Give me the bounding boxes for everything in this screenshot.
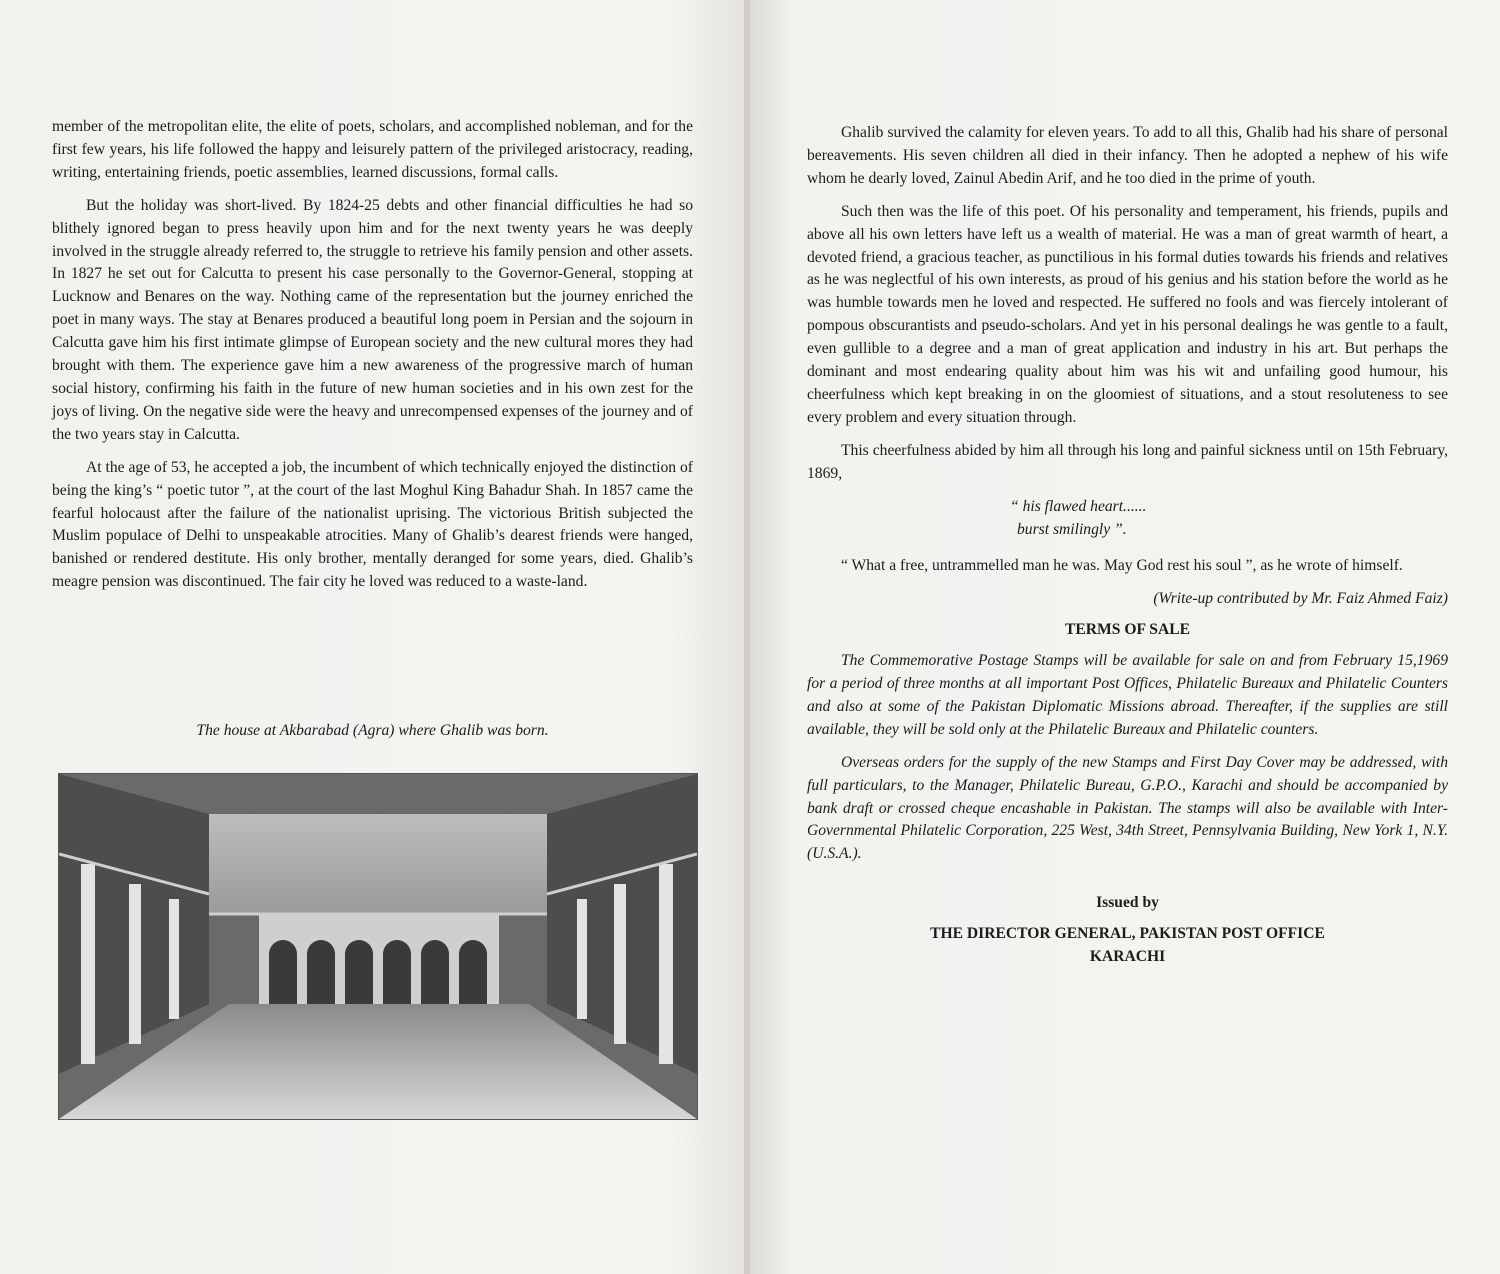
quote-line-2: burst smilingly ”. (1017, 520, 1127, 538)
issued-by: Issued by (1096, 894, 1159, 912)
left-paragraph-2: But the holiday was short-lived. By 1824-25 debts and other financial difficulties he had so blithely ignored began to press heavily upon him and for the next twenty years he was deeply involved in the struggle already referred to, the struggle to retrieve his family pension and other assets. In 1827 he set out for Calcutta to present his case personally to the Governor-General, stopping at Lucknow and Benares on the way. Nothing came of the representation but the journey enriched the poet in many ways. The stay at Benares produced a beautiful long poem in Persian and the sojourn in Calcutta gave him his first intimate glimpse of European society and the new cultural mores they had brought with them. The experience gave him a new awareness of the progressive march of human social history, confirming his faith in the future of new human societies and in his own zest for the joys of living. On the negative side were the heavy and unrecompensed expenses of the journey and of the two years stay in Calcutta. (52, 196, 693, 443)
house-photo-image (59, 774, 697, 1119)
poem-quote (807, 496, 1448, 542)
right-paragraph-1: Ghalib survived the calamity for eleven years. To add to all this, Ghalib had his share of personal bereavements. His seven children all died in their infancy. Then he adopted a nephew of his wife whom he dearly loved, Zainul Abedin Arif, and he too died in the prime of youth. (807, 124, 1448, 187)
terms-paragraph-1: The Commemorative Postage Stamps will be available for sale on and from February 15,1969 for a period of three months at all important Post Offices, Philatelic Bureaux and Philatelic Counters and also at some of the Pakistan Diplomatic Missions abroad. Thereafter, if the supplies are still available, they will be sold only at the Philatelic Bureaux and Philatelic counters. (807, 652, 1448, 738)
writeup-credit: (Write-up contributed by Mr. Faiz Ahmed Faiz) (1153, 590, 1448, 608)
terms-heading: TERMS OF SALE (1064, 621, 1191, 639)
issuer-title: THE DIRECTOR GENERAL, PAKISTAN POST OFFICE (930, 925, 1325, 943)
terms-paragraph-2: Overseas orders for the supply of the new Stamps and First Day Cover may be addressed, with full particulars, to the Manager, Philatelic Bureau, G.P.O., Karachi and should be accompanied by bank draft or crossed cheque encashable in Pakistan. The stamps will also be available with Inter-Governmental Philatelic Corporation, 225 West, 34th Street, Pennsylvania Building, New York 1, N.Y. (U.S.A.). (807, 753, 1448, 863)
left-page-text (52, 116, 693, 604)
right-paragraph-2: Such then was the life of this poet. Of his personality and temperament, his friends, pupils and above all his own letters have left us a wealth of material. He was a man of great warmth of heart, a devoted friend, a gracious teacher, as punctilious in his formal duties towards his friends and relatives as he was neglectful of his own interests, as proud of his genius and his station before the world as he was humble towards men he loved and respected. He suffered no fools and was fiercely intolerant of pompous obscurantists and pseudo-scholars. And yet in his personal dealings he was gentle to a fault, even gullible to a degree and a man of great application and industry in his art. But perhaps the dominant and most endearing quality about him was his wit and unfailing good humour, his cheerfulness which kept breaking in on the gloomiest of situations, and a stout resoluteness to see every problem and every situation through. (807, 202, 1448, 426)
house-photo (58, 773, 698, 1120)
right-page-text (807, 122, 1448, 969)
left-paragraph-1: member of the metropolitan elite, the elite of poets, scholars, and accomplished nobleman, and for the first few years, his life followed the happy and leisurely pattern of the privileged aristocracy, reading, writing, entertaining friends, poetic assemblies, learned discussions, formal calls. (52, 118, 693, 181)
left-paragraph-3: At the age of 53, he accepted a job, the incumbent of which technically enjoyed the distinction of being the king’s “ poetic tutor ”, at the court of the last Moghul King Bahadur Shah. In 1857 came the fearful holocaust after the failure of the nationalist uprising. The victorious British subjected the Muslim populace of Delhi to unspeakable atrocities. Many of Ghalib’s dearest friends were hanged, banished or rendered destitute. His only brother, mentally deranged for some years, died. Ghalib’s meagre pension was discontinued. The fair city he loved was reduced to a waste-land. (52, 458, 693, 591)
quote-line-1: “ his flawed heart...... (1010, 497, 1147, 515)
issuer-city: KARACHI (1089, 948, 1166, 966)
right-paragraph-3: This cheerfulness abided by him all through his long and painful sickness until on 15th February, 1869, (807, 441, 1448, 482)
closing-paragraph: “ What a free, untrammelled man he was. May God rest his soul ”, as he wrote of himself. (841, 557, 1403, 575)
photo-caption: The house at Akbarabad (Agra) where Ghalib was born. (196, 722, 549, 739)
